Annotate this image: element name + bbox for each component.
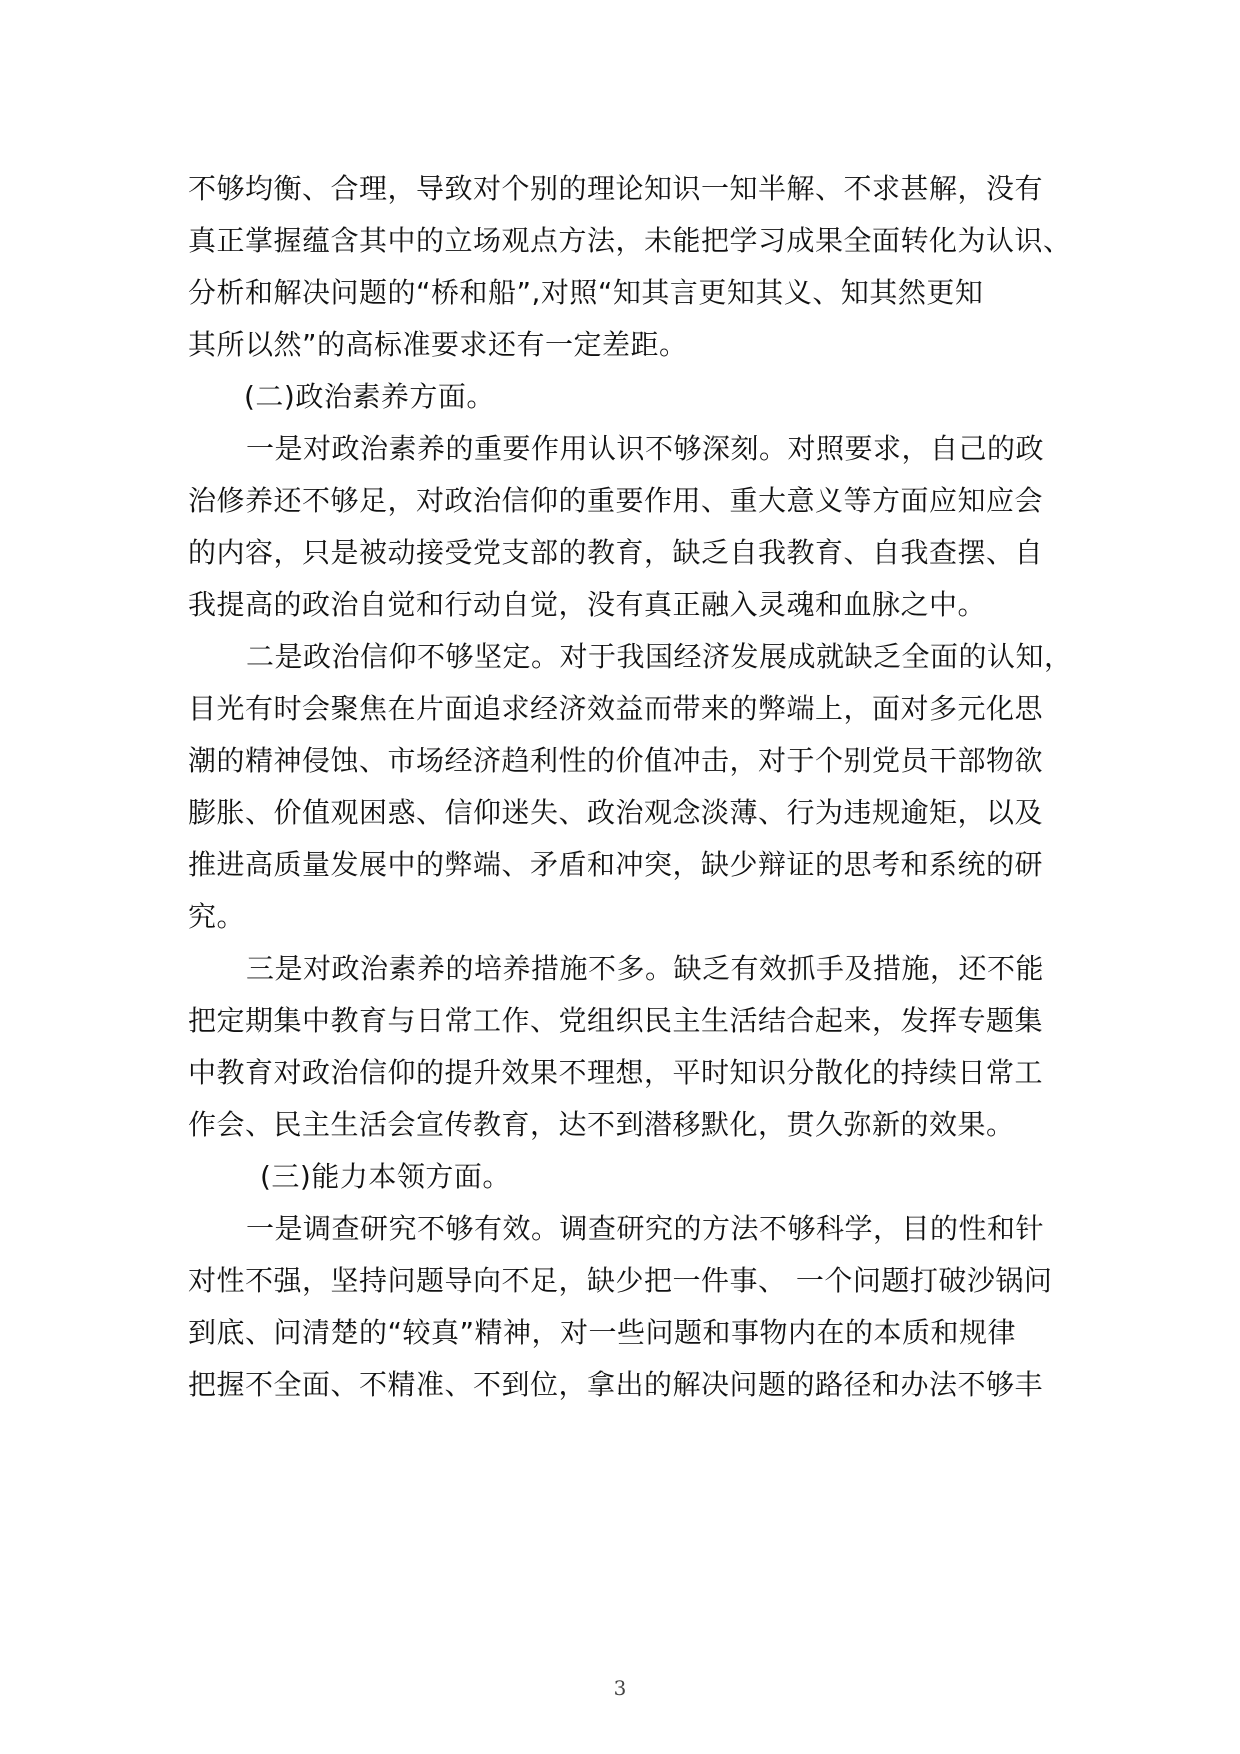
text-line: 究。: [188, 900, 246, 933]
text-line: 真正掌握蕴含其中的立场观点方法，未能把学习成果全面转化为认识、: [188, 224, 1072, 257]
text-line: 分析和解决问题的“桥和船”,对照“知其言更知其义、知其然更知: [188, 276, 984, 309]
text-line: 对性不强，坚持问题导向不足，缺少把一件事、 一个问题打破沙锅问: [188, 1264, 1053, 1297]
page-number: 3: [613, 1676, 627, 1700]
text-line: 膨胀、价值观困惑、信仰迷失、政治观念淡薄、行为违规逾矩，以及: [188, 796, 1044, 829]
text-line: 中教育对政治信仰的提升效果不理想，平时知识分散化的持续日常工: [188, 1056, 1044, 1089]
text-line: 治修养还不够足，对政治信仰的重要作用、重大意义等方面应知应会: [188, 484, 1044, 517]
text-line: 推进高质量发展中的弊端、矛盾和冲突，缺少辩证的思考和系统的研: [188, 848, 1044, 881]
text-line: 潮的精神侵蚀、市场经济趋利性的价值冲击，对于个别党员干部物欲: [188, 744, 1044, 777]
text-line: 把握不全面、不精准、不到位，拿出的解决问题的路径和办法不够丰: [188, 1368, 1044, 1401]
text-line: 目光有时会聚焦在片面追求经济效益而带来的弊端上，面对多元化思: [188, 692, 1044, 725]
paragraph-start: 三是对政治素养的培养措施不多。缺乏有效抓手及措施，还不能: [246, 952, 1045, 985]
paragraph-start: 一是调查研究不够有效。调查研究的方法不够科学，目的性和针: [246, 1212, 1045, 1245]
text-line: 把定期集中教育与日常工作、党组织民主生活结合起来，发挥专题集: [188, 1004, 1044, 1037]
text-line: 到底、问清楚的“较真”精神，对一些问题和事物内在的本质和规律: [188, 1316, 1017, 1349]
section-heading-ability: (三)能力本领方面。: [260, 1160, 511, 1193]
text-line: 不够均衡、合理，导致对个别的理论知识一知半解、不求甚解，没有: [188, 172, 1044, 205]
section-heading-political: (二)政治素养方面。: [244, 380, 495, 413]
paragraph-start: 一是对政治素养的重要作用认识不够深刻。对照要求，自己的政: [246, 432, 1045, 465]
text-line: 作会、民主生活会宣传教育，达不到潜移默化，贯久弥新的效果。: [188, 1108, 1015, 1141]
text-line: 的内容，只是被动接受党支部的教育，缺乏自我教育、自我查摆、自: [188, 536, 1044, 569]
text-line: 其所以然”的高标准要求还有一定差距。: [188, 328, 688, 361]
paragraph-start: 二是政治信仰不够坚定。对于我国经济发展成就缺乏全面的认知，: [246, 640, 1073, 673]
text-line: 我提高的政治自觉和行动自觉，没有真正融入灵魂和血脉之中。: [188, 588, 987, 621]
document-body: [188, 163, 1073, 1411]
